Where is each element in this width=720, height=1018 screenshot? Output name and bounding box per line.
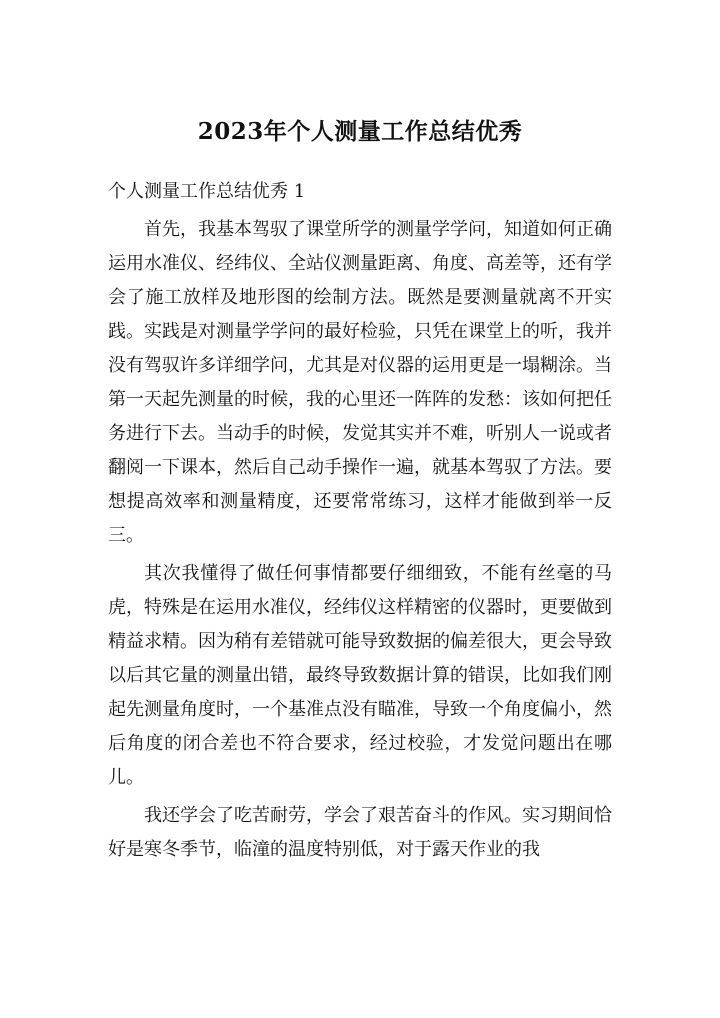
paragraph-3: 我还学会了吃苦耐劳，学会了艰苦奋斗的作风。实习期间恰好是寒冬季节，临潼的温度特别低，对于露天作业的我: [108, 805, 612, 860]
paragraph-1: 首先，我基本驾驭了课堂所学的测量学学问，知道如何正确运用水准仪、经纬仪、全站仪测量距离、角度、高差等，还有学会了施工放样及地形图的绘制方法。既然是要测量就离不开实践。实践是对测量学学问的最好检验，只凭在课堂上的听，我并没有驾驭许多详细学问，尤其是对仪器的运用更是一塌糊涂。当第一天起先测量的时候，我的心里还一阵阵的发愁：该如何把任务进行下去。当动手的时候，发觉其实并不难，听别人一说或者翻阅一下课本，然后自己动手操作一遍，就基本驾驭了方法。要想提高效率和测量精度，还要常常练习，这样才能做到举一反三。: [108, 219, 612, 546]
paragraph-2: 其次我懂得了做任何事情都要仔细细致，不能有丝毫的马虎，特殊是在运用水准仪，经纬仪这样精密的仪器时，更要做到精益求精。因为稍有差错就可能导致数据的偏差很大，更会导致以后其它量的测量出错，最终导致数据计算的错误，比如我们刚起先测量角度时，一个基准点没有瞄准，导致一个角度偏小，然后角度的闭合差也不符合要求，经过校验，才发觉问题出在哪儿。: [108, 563, 612, 788]
document-title: 2023年个人测量工作总结优秀: [197, 118, 523, 145]
document-body: [108, 213, 612, 871]
section-subtitle: 个人测量工作总结优秀 1: [108, 181, 306, 202]
